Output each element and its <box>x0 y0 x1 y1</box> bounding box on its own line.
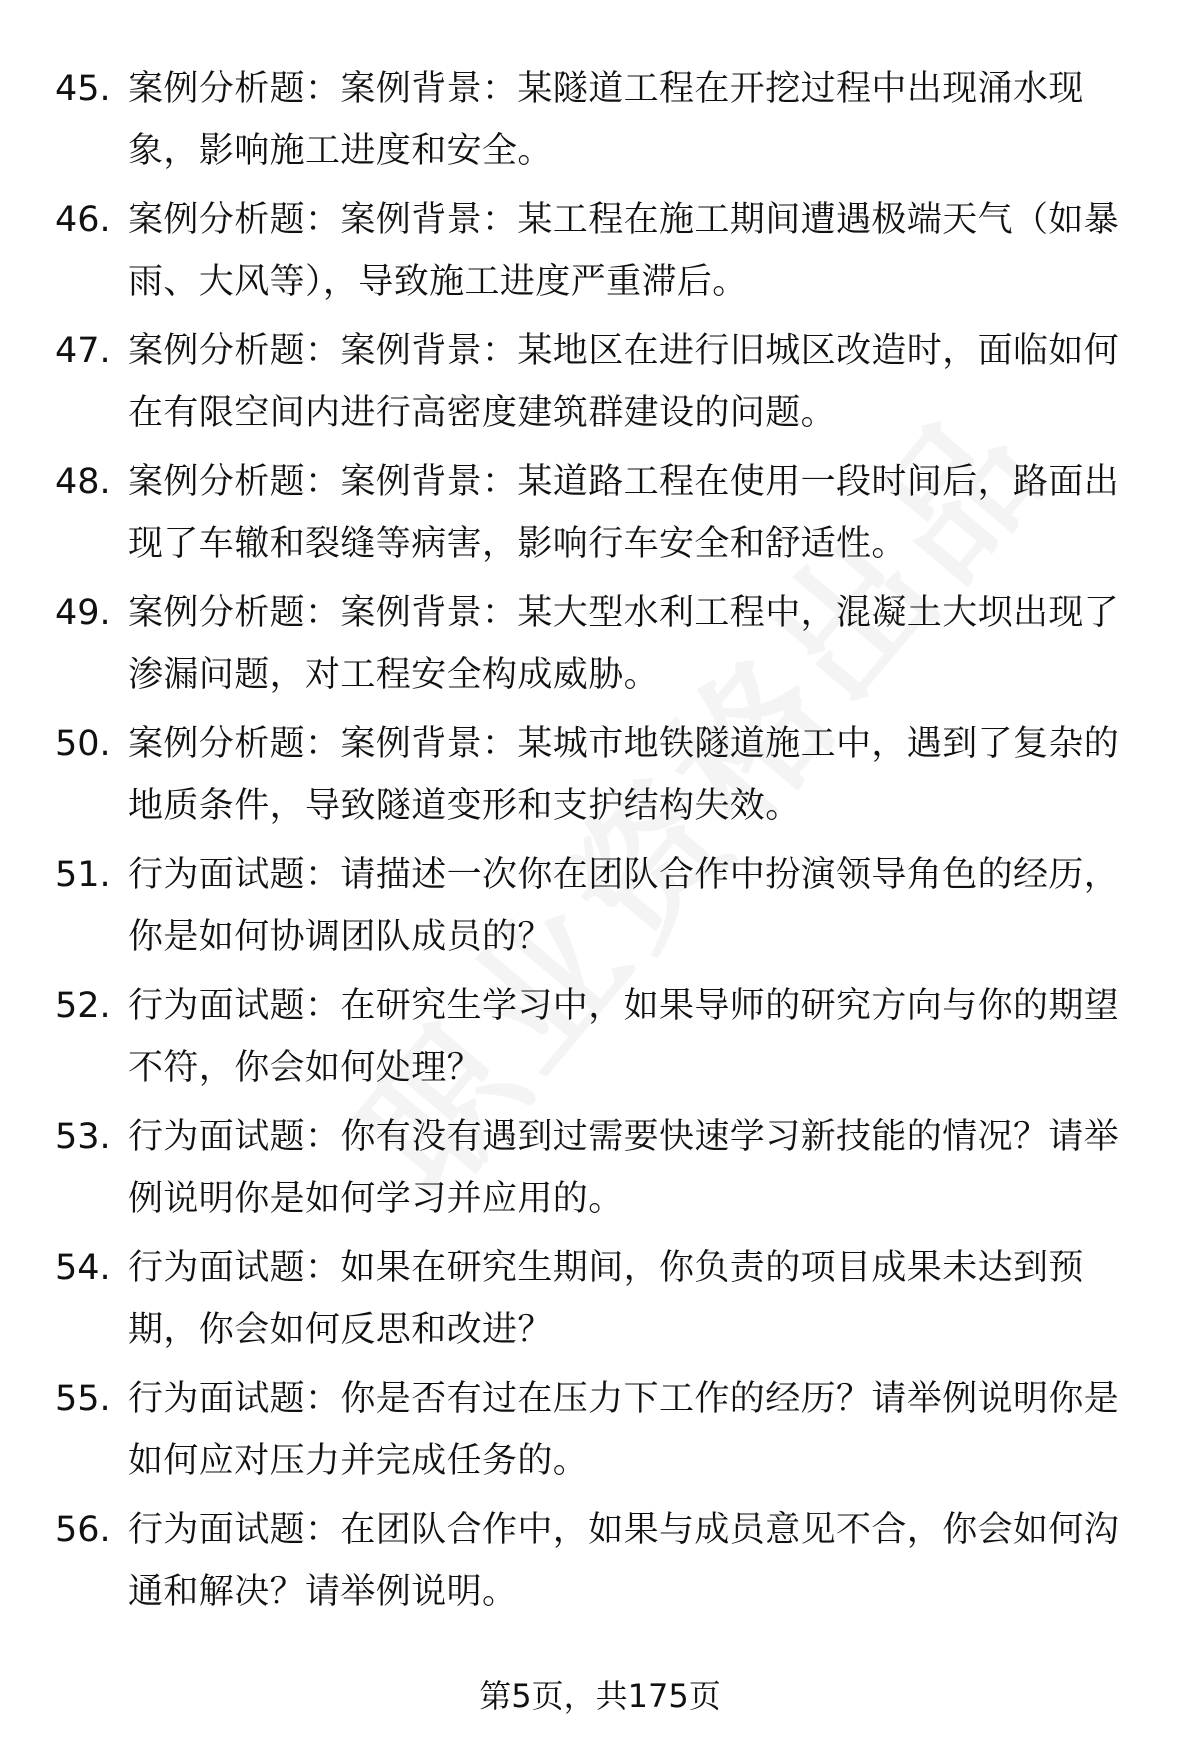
question-text: 行为面试题：如果在研究生期间，你负责的项目成果未达到预期，你会如何反思和改进？ <box>128 1248 1084 1350</box>
question-text: 行为面试题：你有没有遇到过需要快速学习新技能的情况？请举例说明你是如何学习并应用的。 <box>128 1117 1120 1219</box>
question-number: 54. <box>55 1248 111 1288</box>
question-number: 55. <box>55 1379 111 1419</box>
question-number: 52. <box>55 986 111 1026</box>
question-text: 行为面试题：请描述一次你在团队合作中扮演领导角色的经历，你是如何协调团队成员的？ <box>128 855 1120 957</box>
question-text: 案例分析题：案例背景：某隧道工程在开挖过程中出现涌水现象，影响施工进度和安全。 <box>128 69 1084 171</box>
list-item <box>0 1237 1200 1368</box>
list-item <box>0 58 1200 189</box>
question-text: 案例分析题：案例背景：某城市地铁隧道施工中，遇到了复杂的地质条件，导致隧道变形和支护结构失效。 <box>128 724 1120 826</box>
list-item <box>0 189 1200 320</box>
question-text: 案例分析题：案例背景：某道路工程在使用一段时间后，路面出现了车辙和裂缝等病害，影响行车安全和舒适性。 <box>128 462 1120 564</box>
question-number: 48. <box>55 462 111 502</box>
question-number: 53. <box>55 1117 111 1157</box>
question-text: 案例分析题：案例背景：某大型水利工程中，混凝土大坝出现了渗漏问题，对工程安全构成威胁。 <box>128 593 1120 695</box>
question-text: 案例分析题：案例背景：某工程在施工期间遭遇极端天气（如暴雨、大风等），导致施工进度严重滞后。 <box>128 200 1120 302</box>
page-number: 第5页，共175页 <box>479 1677 721 1715</box>
question-number: 56. <box>55 1510 111 1550</box>
list-item <box>0 320 1200 451</box>
list-item <box>0 451 1200 582</box>
list-item <box>0 975 1200 1106</box>
list-item <box>0 1368 1200 1499</box>
question-number: 45. <box>55 69 111 109</box>
question-number: 51. <box>55 855 111 895</box>
question-text: 行为面试题：在研究生学习中，如果导师的研究方向与你的期望不符，你会如何处理？ <box>128 986 1120 1088</box>
question-number: 46. <box>55 200 111 240</box>
question-text: 行为面试题：在团队合作中，如果与成员意见不合，你会如何沟通和解决？请举例说明。 <box>128 1510 1120 1612</box>
question-list <box>0 58 1200 1630</box>
question-text: 案例分析题：案例背景：某地区在进行旧城区改造时，面临如何在有限空间内进行高密度建筑群建设的问题。 <box>128 331 1120 433</box>
question-text: 行为面试题：你是否有过在压力下工作的经历？请举例说明你是如何应对压力并完成任务的。 <box>128 1379 1120 1481</box>
list-item <box>0 713 1200 844</box>
question-number: 49. <box>55 593 111 633</box>
list-item <box>0 582 1200 713</box>
list-item <box>0 1106 1200 1237</box>
list-item <box>0 1499 1200 1630</box>
list-item <box>0 844 1200 975</box>
question-number: 50. <box>55 724 111 764</box>
question-number: 47. <box>55 331 111 371</box>
